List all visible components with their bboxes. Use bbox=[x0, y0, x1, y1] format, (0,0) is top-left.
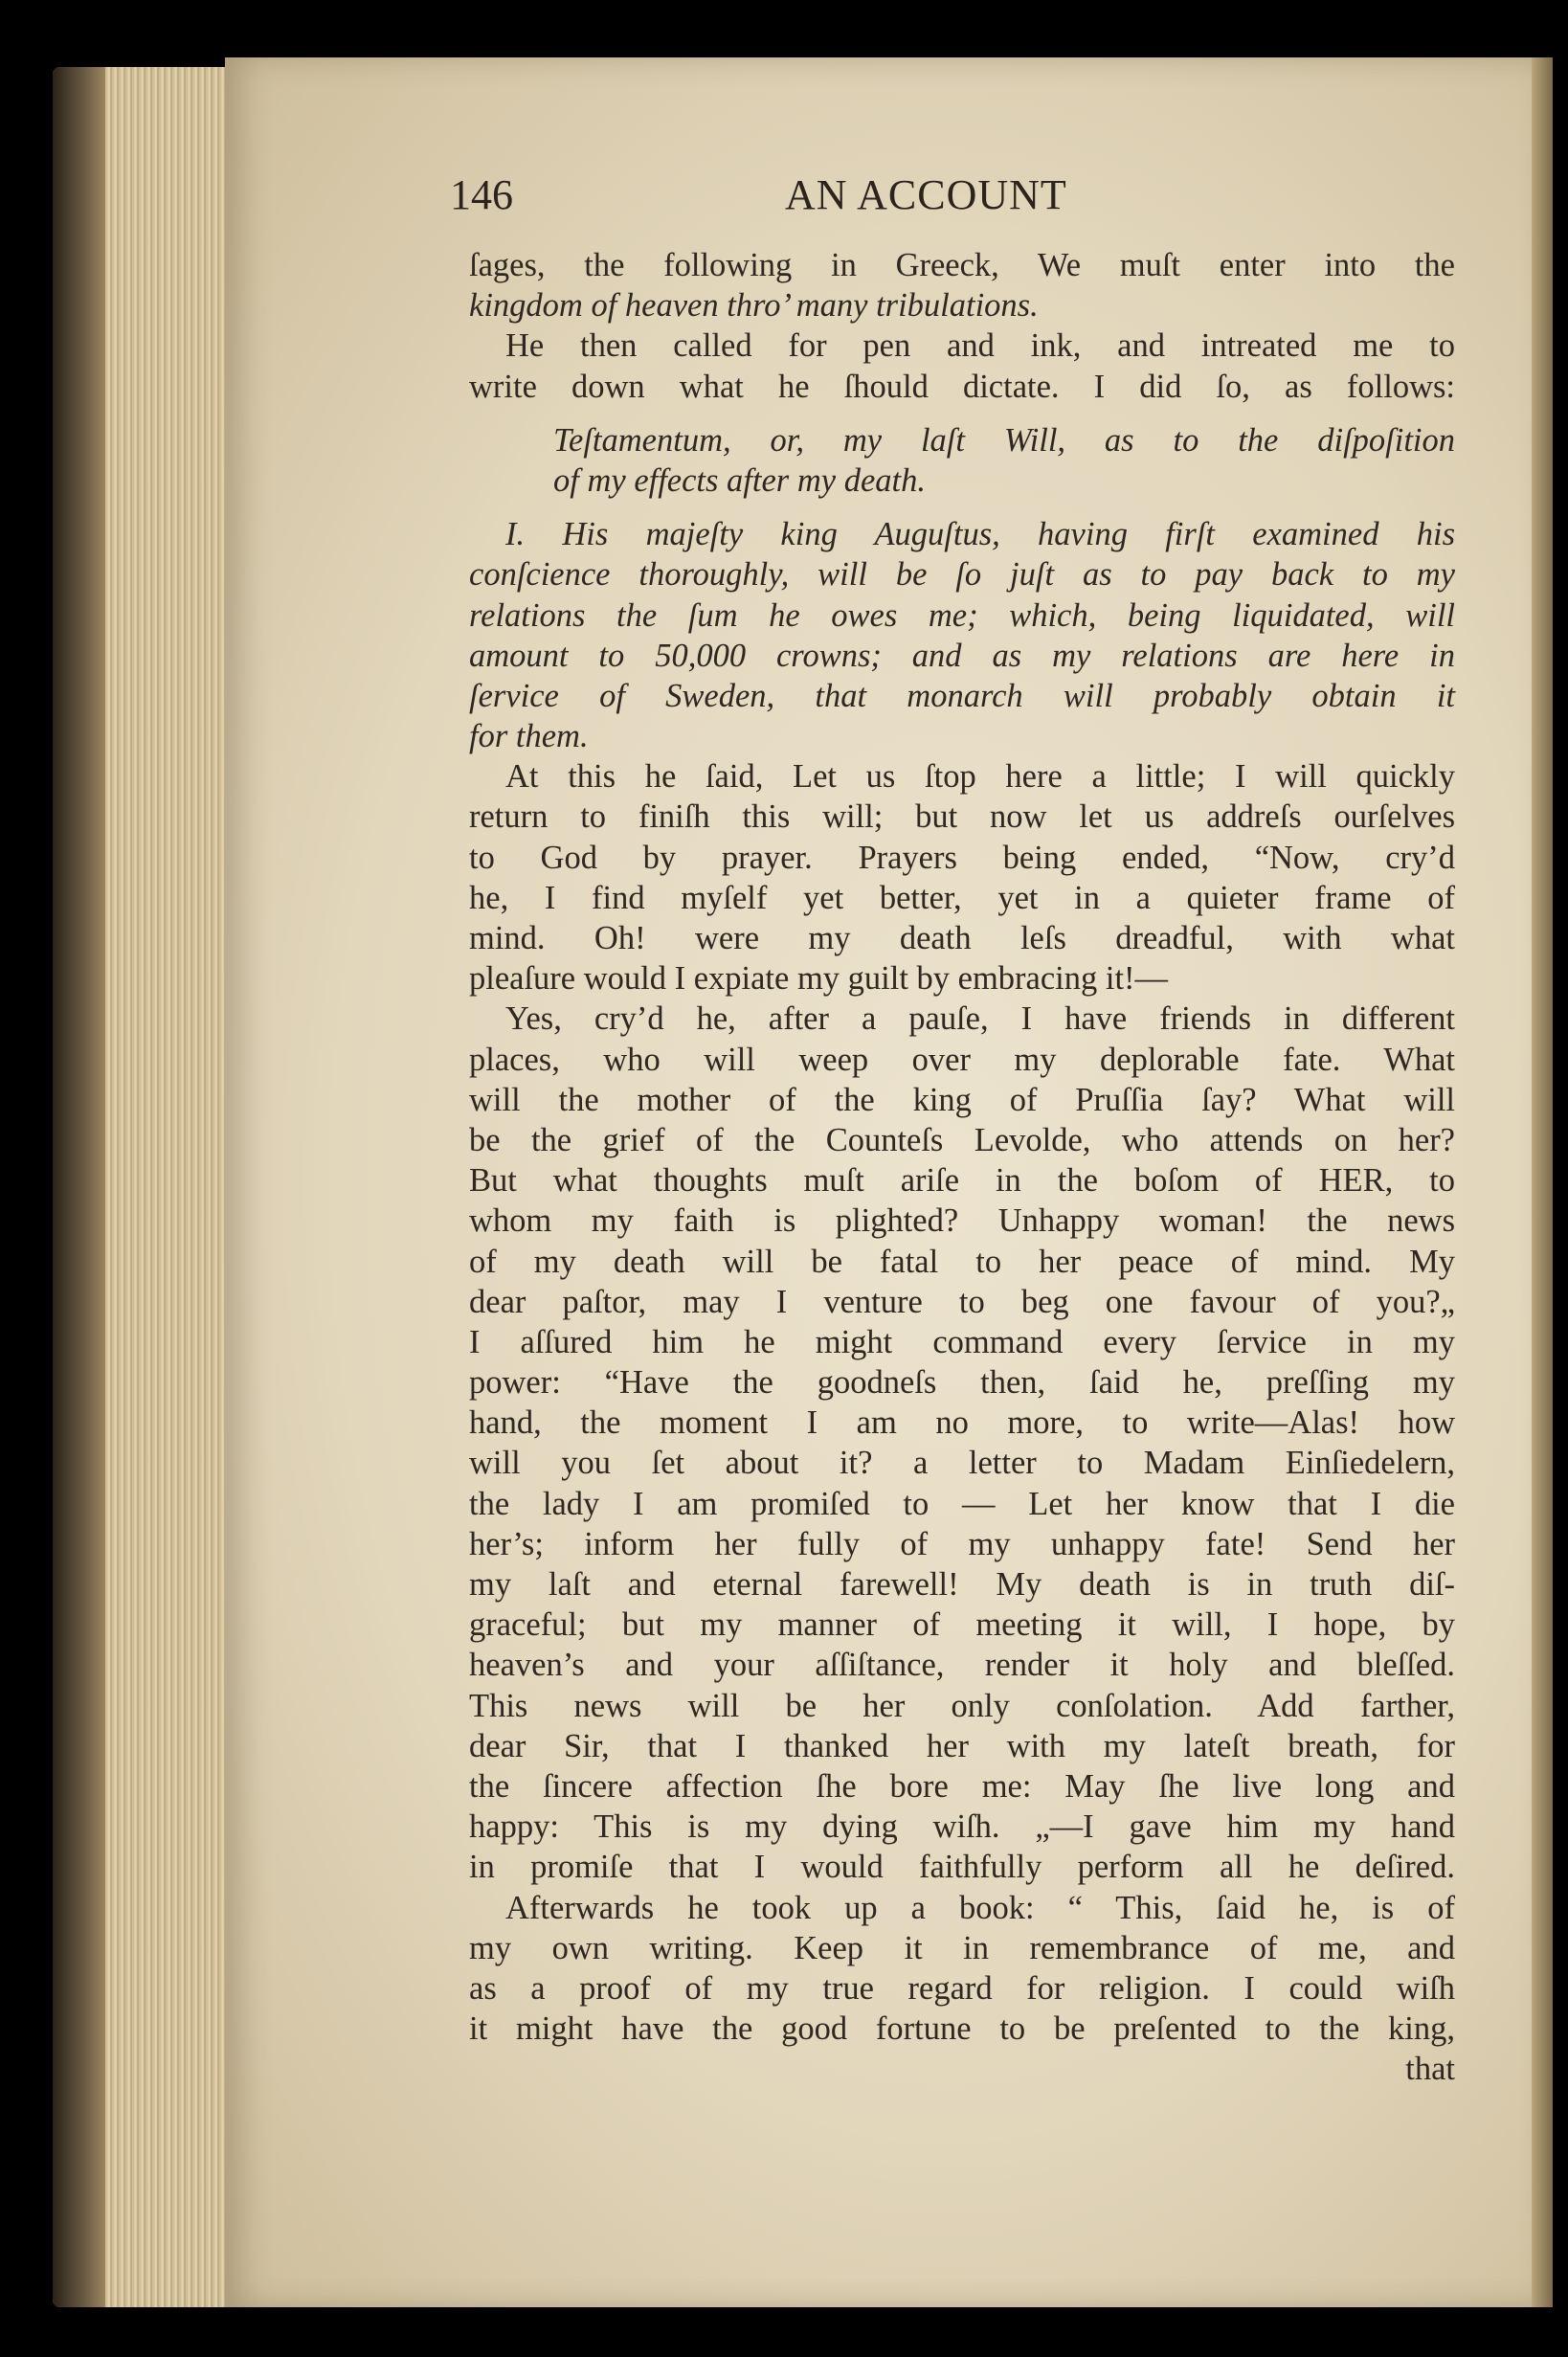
text-line: of my death will be fatal to her peace of mind. My bbox=[469, 1243, 1455, 1280]
book-cover-edge bbox=[53, 67, 105, 2307]
text-line: pleaſure would I expiate my guilt by embracing it!— bbox=[469, 960, 1169, 998]
text-line: relations the ſum he owes me; which, being liquidated, will bbox=[469, 596, 1455, 634]
text-line: This news will be her only conſolation. Add farther, bbox=[469, 1687, 1455, 1724]
text-line: places, who will weep over my deplorable fate. What bbox=[469, 1041, 1455, 1078]
text-line: kingdom of heaven thro’ many tribulations. bbox=[469, 287, 1039, 325]
text-line: Afterwards he took up a book: “ This, ſaid he, is of bbox=[505, 1889, 1455, 1926]
body-text bbox=[469, 245, 1455, 2089]
text-line: amount to 50,000 crowns; and as my relations are here in bbox=[469, 637, 1455, 674]
text-line: whom my faith is plighted? Unhappy woman! the news bbox=[469, 1202, 1455, 1240]
text-line: ſages, the following in Greeck, We muſt enter into the bbox=[469, 247, 1455, 283]
text-line: graceful; but my manner of meeting it will, I hope, by bbox=[469, 1606, 1455, 1644]
text-line: I aſſured him he might command every ſervice in my bbox=[469, 1323, 1455, 1360]
text-line: I. His majeſty king Auguſtus, having firſt examined his bbox=[505, 516, 1455, 553]
text-line: heaven’s and your aſſiſtance, render it holy and bleſſed. bbox=[469, 1647, 1455, 1684]
page-number: 146 bbox=[450, 171, 513, 218]
text-line: Teſtamentum, or, my laſt Will, as to the diſpoſition bbox=[553, 421, 1455, 459]
text-line: the ſincere affection ſhe bore me: May ſhe live long and bbox=[469, 1767, 1455, 1805]
text-line: power: “Have the goodneſs then, ſaid he, preſſing my bbox=[469, 1364, 1455, 1402]
text-line: write down what he ſhould dictate. I did ſo, as follows: bbox=[469, 368, 1455, 405]
text-line: happy: This is my dying wiſh. „—I gave him my hand bbox=[469, 1808, 1455, 1846]
text-line: conſcience thoroughly, will be ſo juſt as to pay back to my bbox=[469, 556, 1455, 594]
text-line: ſervice of Sweden, that monarch will probably obtain it bbox=[469, 677, 1455, 714]
text-line: to God by prayer. Prayers being ended, “Now, cry’d bbox=[469, 839, 1455, 876]
text-line: in promiſe that I would faithfully perform all he deſired. bbox=[469, 1849, 1455, 1886]
gutter-shadow bbox=[1532, 57, 1553, 2307]
text-line: will the mother of the king of Pruſſia ſay? What will bbox=[469, 1081, 1455, 1118]
text-line: my own writing. Keep it in remembrance of me, and bbox=[469, 1929, 1455, 1966]
text-line: her’s; inform her fully of my unhappy fate! Send her bbox=[469, 1525, 1455, 1562]
catchword: that bbox=[1405, 2051, 1455, 2088]
text-line: hand, the moment I am no more, to write—Alas! how bbox=[469, 1404, 1455, 1442]
text-line: will you ſet about it? a letter to Madam Einſiedelern, bbox=[469, 1445, 1455, 1482]
text-line: But what thoughts muſt ariſe in the boſom of HER, to bbox=[469, 1162, 1455, 1200]
text-line: return to finiſh this will; but now let us addreſs ourſelves bbox=[469, 798, 1455, 836]
running-head bbox=[0, 170, 1568, 228]
text-line: At this he ſaid, Let us ſtop here a little; I will quickly bbox=[505, 758, 1455, 796]
text-line: Yes, cry’d he, after a pauſe, I have friends in different bbox=[505, 1000, 1455, 1038]
text-line: be the grief of the Counteſs Levolde, who attends on her? bbox=[469, 1121, 1455, 1158]
text-line: mind. Oh! were my death leſs dreadful, with what bbox=[469, 920, 1455, 956]
text-line: as a proof of my true regard for religion. I could wiſh bbox=[469, 1969, 1455, 2007]
text-line: the lady I am promiſed to — Let her know that I die bbox=[469, 1485, 1455, 1522]
text-line: my laſt and eternal farewell! My death is in truth diſ- bbox=[469, 1566, 1455, 1603]
text-line: he, I find myſelf yet better, yet in a quieter frame of bbox=[469, 879, 1455, 916]
text-line: it might have the good fortune to be preſented to the king, bbox=[469, 2010, 1455, 2048]
text-line: dear paſtor, may I venture to beg one favour of you?„ bbox=[469, 1283, 1455, 1320]
text-line: for them. bbox=[469, 718, 589, 755]
text-line: dear Sir, that I thanked her with my lateſt breath, for bbox=[469, 1727, 1455, 1764]
running-title: AN ACCOUNT bbox=[785, 171, 1067, 218]
text-line: of my effects after my death. bbox=[553, 461, 926, 499]
text-line: He then called for pen and ink, and intreated me to bbox=[505, 327, 1455, 365]
